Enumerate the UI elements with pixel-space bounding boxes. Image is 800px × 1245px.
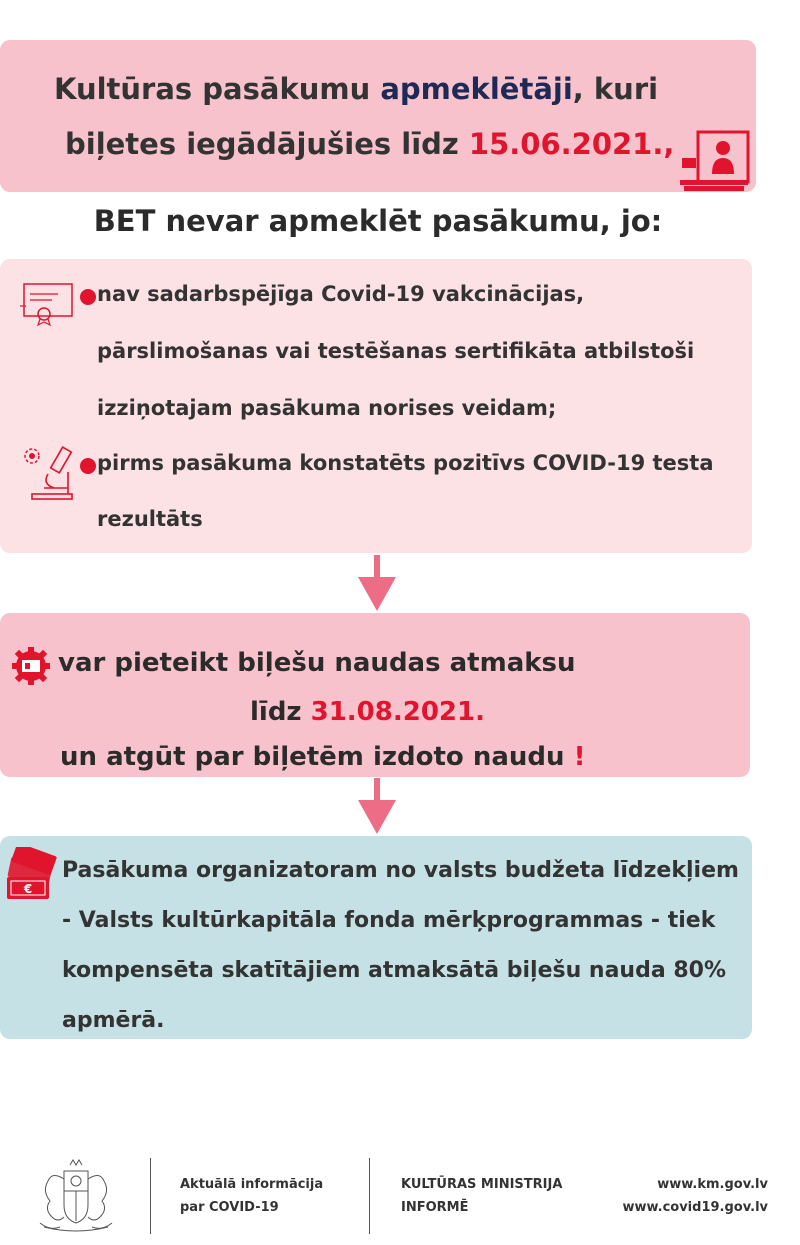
ticket-office-icon — [678, 130, 750, 194]
condition-2-line-2: rezultāts — [97, 507, 203, 531]
header-line-1: Kultūras pasākumu apmeklētāji, kuri — [54, 72, 659, 106]
latvia-coat-of-arms-icon — [30, 1157, 122, 1237]
condition-1-line-3: izziņotajam pasākuma norises veidam; — [97, 396, 557, 420]
footer-info: Aktuālā informācija par COVID-19 — [180, 1177, 324, 1215]
bullet-1 — [80, 289, 96, 305]
footer-ministry: KULTŪRAS MINISTRIJA INFORMĒ — [401, 1177, 563, 1215]
gear-ticket-icon — [11, 646, 51, 686]
footer-links — [622, 1173, 768, 1219]
footer-divider — [369, 1158, 370, 1234]
compensation-text: Pasākuma organizatoram no valsts budžeta līdzekļiem - Valsts kultūrkapitāla fonda mērķprogrammas - tiek kompensēta skatītājiem atmaksātā biļešu nauda 80% apmērā. — [62, 858, 739, 1033]
condition-1-line-1: nav sadarbspējīga Covid-19 vakcinācijas, — [97, 282, 585, 306]
refund-exclamation: ! — [573, 742, 586, 772]
down-arrow-icon — [356, 778, 398, 836]
header-date: 15.06.2021., — [468, 127, 675, 161]
microscope-icon — [18, 444, 80, 502]
svg-text:€: € — [23, 882, 33, 896]
subheading: BET nevar apmeklēt pasākumu, jo: — [93, 204, 663, 238]
header-box — [0, 40, 756, 192]
link-km[interactable]: www.km.gov.lv — [657, 1177, 768, 1192]
refund-line-1: var pieteikt biļešu naudas atmaksu — [58, 648, 576, 678]
refund-line-3: un atgūt par biļetēm izdoto naudu ! — [60, 742, 586, 772]
refund-date: 31.08.2021. — [310, 697, 485, 727]
header-line-2: biļetes iegādājušies līdz 15.06.2021., — [65, 127, 675, 161]
link-covid19[interactable]: www.covid19.gov.lv — [622, 1200, 768, 1215]
condition-2-line-1: pirms pasākuma konstatēts pozitīvs COVID-19 testa — [97, 451, 714, 475]
euro-tickets-icon — [3, 847, 59, 905]
footer-divider — [150, 1158, 151, 1234]
bullet-2 — [80, 458, 96, 474]
certificate-icon — [18, 280, 78, 326]
header-highlight: apmeklētāji — [380, 72, 573, 106]
refund-line-2: līdz 31.08.2021. — [250, 697, 485, 727]
down-arrow-icon — [356, 555, 398, 613]
condition-1-line-2: pārslimošanas vai testēšanas sertifikāta atbilstoši — [97, 339, 695, 363]
